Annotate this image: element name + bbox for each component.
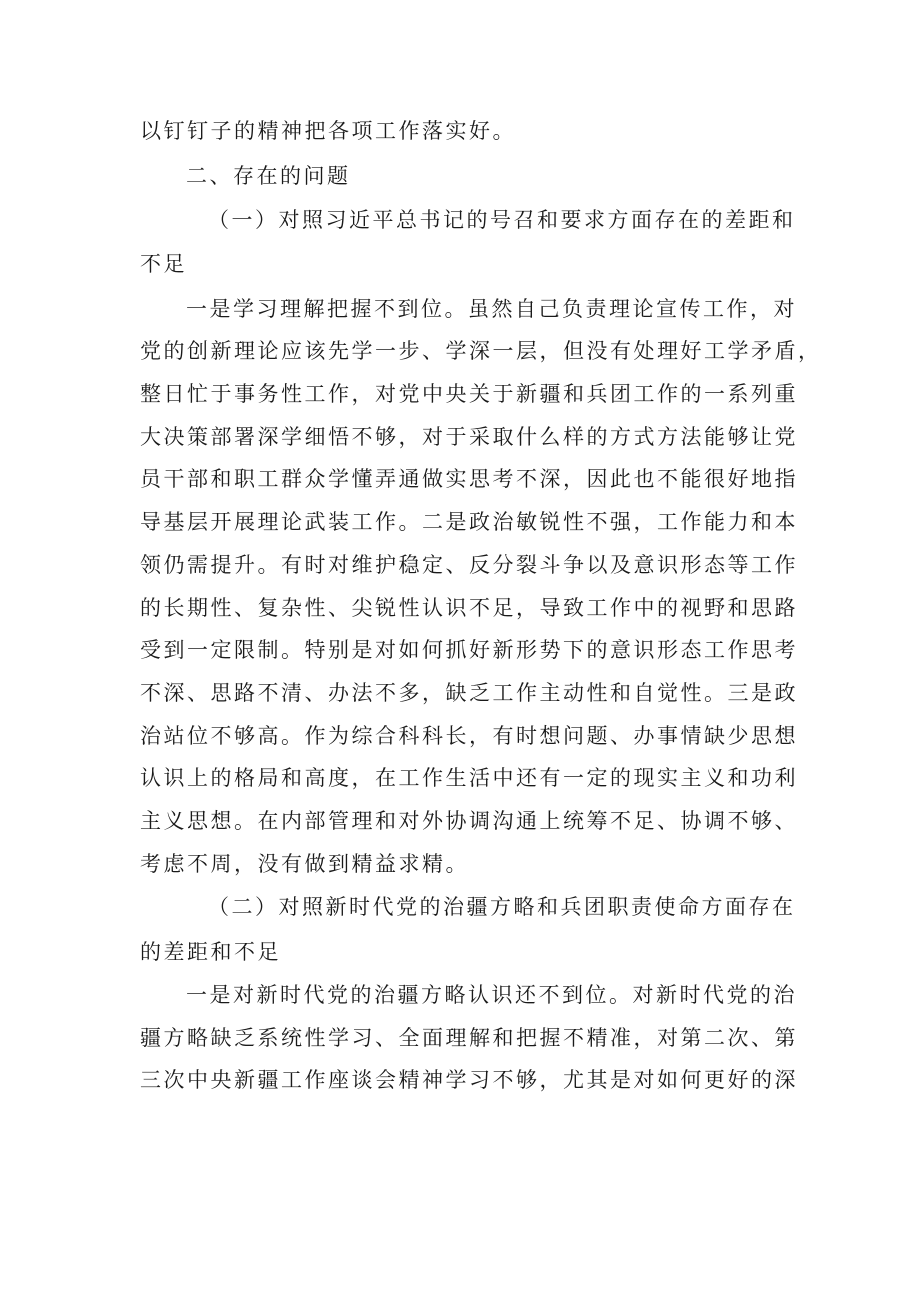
text-line: 党的创新理论应该先学一步、学深一层，但没有处理好工学矛盾， — [140, 339, 822, 363]
text-line: 员干部和职工群众学懂弄通做实思考不深，因此也不能很好地指 — [140, 467, 798, 491]
text-line: 整日忙于事务性工作，对党中央关于新疆和兵团工作的一系列重 — [140, 382, 798, 406]
text-line: 以钉钉子的精神把各项工作落实好。 — [140, 119, 516, 143]
text-line: 不深、思路不清、办法不多，缺乏工作主动性和自觉性。三是政 — [140, 681, 798, 705]
text-line: 主义思想。在内部管理和对外协调沟通上统筹不足、协调不够、 — [140, 809, 798, 833]
text-line: 疆方略缺乏系统性学习、全面理解和把握不精准，对第二次、第 — [140, 1026, 798, 1050]
text-line: 治站位不够高。作为综合科科长，有时想问题、办事情缺少思想 — [140, 724, 798, 748]
text-line: 领仍需提升。有时对维护稳定、反分裂斗争以及意识形态等工作 — [140, 553, 798, 577]
subsection-heading-continued: 不足 — [140, 252, 187, 276]
text-line: 一是对新时代党的治疆方略认识还不到位。对新时代党的治 — [186, 983, 797, 1007]
text-line: 导基层开展理论武装工作。二是政治敏锐性不强，工作能力和本 — [140, 510, 798, 534]
text-line: 的长期性、复杂性、尖锐性认识不足，导致工作中的视野和思路 — [140, 596, 798, 620]
text-line: 考虑不周，没有做到精益求精。 — [140, 852, 469, 876]
subsection-heading-continued: 的差距和不足 — [140, 940, 281, 964]
text-line: 三次中央新疆工作座谈会精神学习不够，尤其是对如何更好的深 — [140, 1068, 798, 1092]
text-line: 一是学习理解把握不到位。虽然自己负责理论宣传工作，对 — [186, 297, 797, 321]
subsection-heading: （一）对照习近平总书记的号召和要求方面存在的差距和 — [208, 208, 796, 232]
text-line: 受到一定限制。特别是对如何抓好新形势下的意识形态工作思考 — [140, 638, 798, 662]
subsection-heading: （二）对照新时代党的治疆方略和兵团职责使命方面存在 — [208, 895, 796, 919]
text-line: 大决策部署深学细悟不够，对于采取什么样的方式方法能够让党 — [140, 425, 798, 449]
section-heading: 二、存在的问题 — [186, 164, 351, 188]
text-line: 认识上的格局和高度，在工作生活中还有一定的现实主义和功利 — [140, 766, 798, 790]
